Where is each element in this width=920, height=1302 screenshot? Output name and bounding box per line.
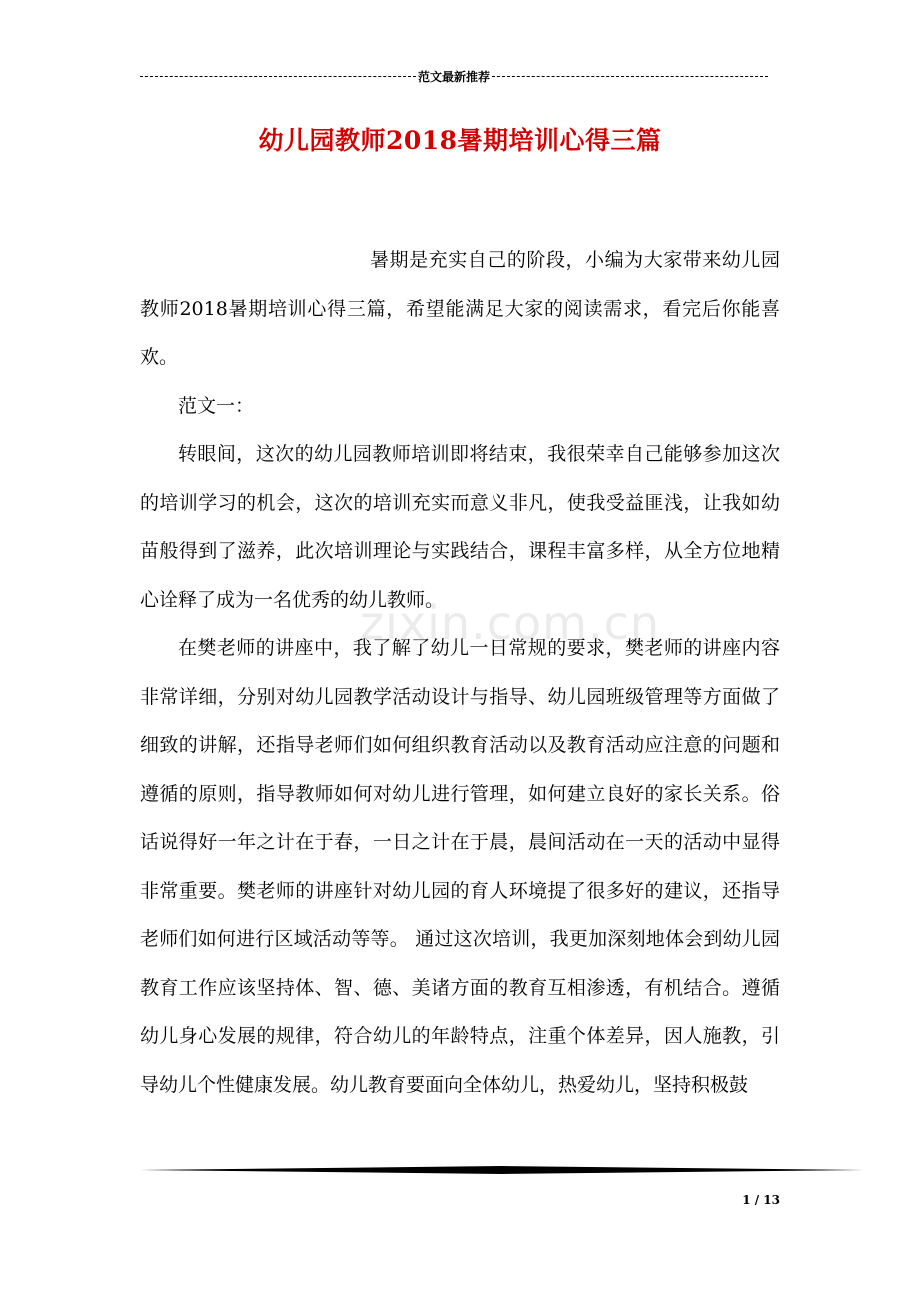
header-label: 范文最新推荐 — [418, 69, 491, 84]
document-title: 幼儿园教师2018暑期培训心得三篇 — [258, 126, 662, 155]
header-dash-right — [492, 76, 768, 77]
footer-rule — [140, 1166, 864, 1174]
page-number: 1 / 13 — [742, 1193, 780, 1207]
page-header — [140, 68, 768, 84]
section-label: 范文一： — [178, 394, 255, 417]
body-paragraph-1: 转眼间，这次的幼儿园教师培训即将结束，我很荣幸自己能够参加这次的培训学习的机会，这次的培训充实而意义非凡，使我受益匪浅，让我如幼苗般得到了滋养，此次培训理论与实践结合，课程丰富多样，从全方位地精心诠释了成为一名优秀的幼儿教师。 — [140, 443, 780, 611]
body-paragraph-2: 在樊老师的讲座中，我了解了幼儿一日常规的要求，樊老师的讲座内容非常详细，分别对幼儿园教学活动设计与指导、幼儿园班级管理等方面做了细致的讲解，还指导老师们如何组织教育活动以及教育活动应注意的问题和遵循的原则，指导教师如何对幼儿进行管理，如何建立良好的家长关系。俗话说得好一年之计在于春，一日之计在于晨，晨间活动在一天的活动中显得非常重要。樊老师的讲座针对幼儿园的育人环境提了很多好的建议，还指导老师们如何进行区域活动等等。 通过这次培训，我更加深刻地体会到幼儿园教育工作应该坚持体、智、德、美诸方面的教育互相渗透，有机结合。遵循幼儿身心发展的规律，符合幼儿的年龄特点，注重个体差异，因人施教，引导幼儿个性健康发展。幼儿教育要面向全体幼儿，热爱幼儿，坚持积极鼓 — [140, 637, 780, 1096]
intro-paragraph: 暑期是充实自己的阶段，小编为大家带来幼儿园教师2018暑期培训心得三篇，希望能满足大家的阅读需求，看完后你能喜欢。 — [140, 249, 780, 368]
header-dash-left — [140, 76, 416, 77]
document-body — [140, 236, 780, 1109]
watermark: zixin.com.cn — [360, 596, 661, 650]
